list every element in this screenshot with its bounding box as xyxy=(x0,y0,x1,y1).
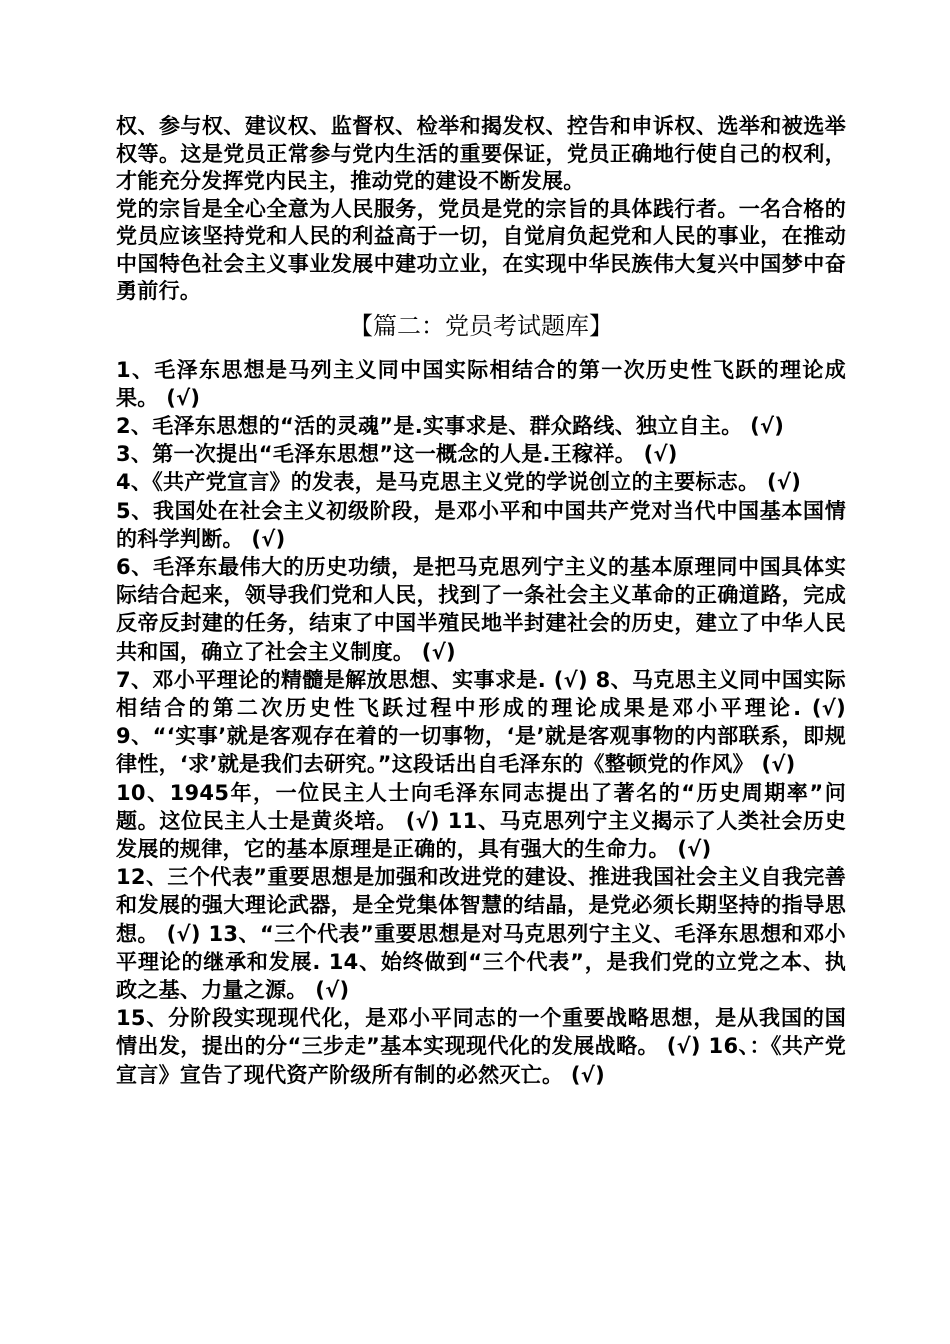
question-list xyxy=(116,356,846,1089)
question-item: 15、分阶段实现现代化，是邓小平同志的一个重要战略思想，是从我国的国情出发，提出的分“三步走”基本实现现代化的发展战略。 (√) 16、：《共产党宣言》宣告了现代资产阶级所有制的必然灭亡。 (√) xyxy=(116,1006,846,1087)
question-item: 7、邓小平理论的精髓是解放思想、实事求是. (√) 8、马克思主义同中国实际相结合的第二次历史性飞跃过程中形成的理论成果是邓小平理论. (√) 9、“‘实事’就是客观存在着的一切事物，‘是’就是客观事物的内部联系，即规律性，‘求’就是我们去研究。”这段话出自毛泽东的《整顿党的作风》 (√) xyxy=(116,667,846,777)
question-item: 3、第一次提出“毛泽东思想”这一概念的人是.王稼祥。 (√) xyxy=(116,442,678,467)
question-item: 5、我国处在社会主义初级阶段，是邓小平和中国共产党对当代中国基本国情的科学判断。 (√) xyxy=(116,498,846,551)
question-item: 2、毛泽东思想的“活的灵魂”是.实事求是、群众路线、独立自主。 (√) xyxy=(116,413,785,438)
document-page xyxy=(116,113,846,1089)
question-item: 4、《共产党宣言》的发表，是马克思主义党的学说创立的主要标志。 (√) xyxy=(116,470,802,495)
section-heading: 【篇二：党员考试题库】 xyxy=(349,311,613,340)
question-item: 6、毛泽东最伟大的历史功绩，是把马克思列宁主义的基本原理同中国具体实际结合起来，领导我们党和人民，找到了一条社会主义革命的正确道路，完成反帝反封建的任务，结束了中国半殖民地半封建社会的历史，建立了中华人民共和国，确立了社会主义制度。 (√) xyxy=(116,554,846,664)
intro-paragraph-2: 党的宗旨是全心全意为人民服务，党员是党的宗旨的具体践行者。一名合格的党员应该坚持党和人民的利益高于一切，自觉肩负起党和人民的事业，在推动中国特色社会主义事业发展中建功立业，在实现中华民族伟大复兴中国梦中奋勇前行。 xyxy=(116,196,846,303)
question-item: 12、三个代表”重要思想是加强和改进党的建设、推进我国社会主义自我完善和发展的强大理论武器，是全党集体智慧的结晶，是党必须长期坚持的指导思想。 (√) 13、“三个代表”重要思想是对马克思列宁主义、毛泽东思想和邓小平理论的继承和发展. 14、始终做到“三个代表”，是我们党的立党之本、执政之基、力量之源。 (√) xyxy=(116,865,846,1002)
question-item: 1、毛泽东思想是马列主义同中国实际相结合的第一次历史性飞跃的理论成果。 (√) xyxy=(116,357,846,410)
intro-paragraph-1: 权、参与权、建议权、监督权、检举和揭发权、控告和申诉权、选举和被选举权等。这是党员正常参与党内生活的重要保证，党员正确地行使自己的权利，才能充分发挥党内民主，推动党的建设不断发展。 xyxy=(116,114,846,193)
question-item: 10、1945年，一位民主人士向毛泽东同志提出了著名的“历史周期率”问题。这位民主人士是黄炎培。 (√) 11、马克思列宁主义揭示了人类社会历史发展的规律，它的基本原理是正确的，具有强大的生命力。 (√) xyxy=(116,780,846,861)
